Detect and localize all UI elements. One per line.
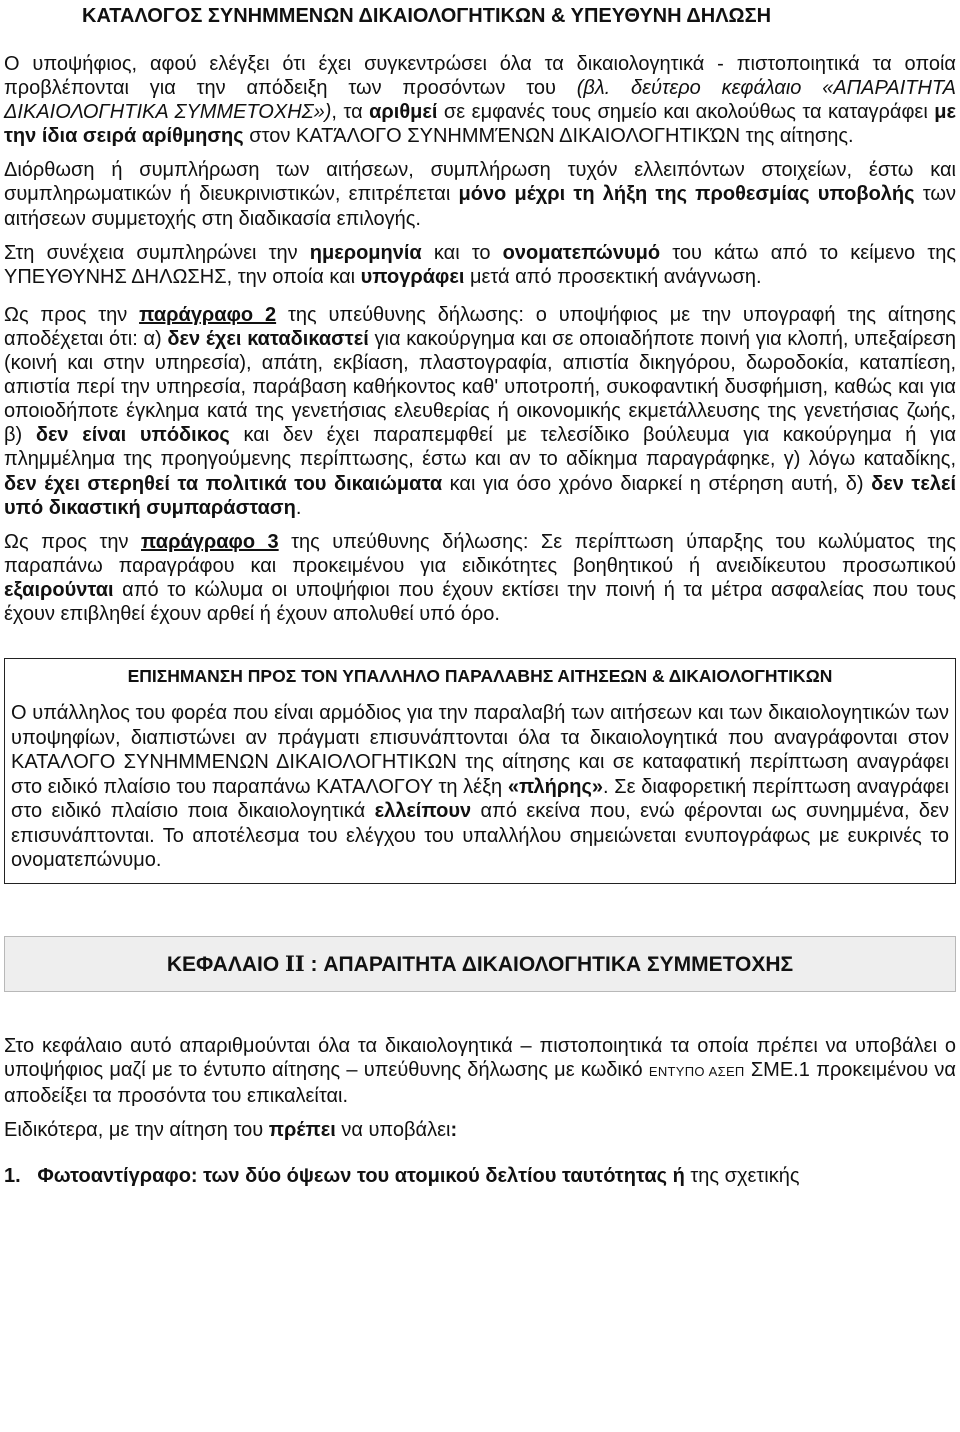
paragraph-signature: Στη συνέχεια συμπληρώνει την ημερομηνία και το ονοματεπώνυμό του κάτω από το κείμενο της ΥΠΕΥΘΥΝΗΣ ΔΗΛΩΣΗΣ, την οποία και υπογράφει μετά από προσεκτική ανάγνωση. bbox=[4, 241, 956, 288]
chapter-heading: ΚΕΦΑΛΑΙΟ II : ΑΠΑΡΑΙΤΗΤΑ ΔΙΚΑΙΟΛΟΓΗΤΙΚΑ ΣΥΜΜΕΤΟΧΗΣ bbox=[4, 936, 956, 992]
paragraph-requirements-lead: Ειδικότερα, με την αίτηση του πρέπει να υποβάλει: bbox=[4, 1118, 458, 1141]
notice-body: Ο υπάλληλος του φορέα που είναι αρμόδιος για την παραλαβή των αιτήσεων και των δικαιολογητικών των υποψηφίων, διαπιστώνει αν πράγματι επισυνάπτονται όλα τα δικαιολογητικά που αναγράφονται στον ΚΑΤΑΛΟΓΟ ΣΥΝΗΜΜΕΝΩΝ ΔΙΚΑΙΟΛΟΓΗΤΙΚΩΝ της αίτησης και σε καταφατική περίπτωση αναγράφει στο ειδικό πλαίσιο του παραπάνω ΚΑΤΑΛΟΓΟΥ τη λέξη «πλήρης». Σε διαφορετική περίπτωση αναγράφει στο ειδικό πλαίσιο ποια δικαιολογητικά ελλείπουν από εκείνα που, ενώ φέρονται ως συνημμένα, δεν επισυνάπτονται. Το αποτέλεσμα του ελέγχου του υπαλλήλου σημειώνεται ενυπογράφως με ευκρινές το ονοματεπώνυμο. bbox=[11, 702, 949, 872]
paragraph-section-2: Ως προς την παράγραφο 2 της υπεύθυνης δήλωσης: ο υποψήφιος με την υπογραφή της αίτησης αποδέχεται ότι: α) δεν έχει καταδικαστεί για κακούργημα και σε οποιαδήποτε ποινή για κλοπή, υπεξαίρεση (κοινή και στην υπηρεσία), απάτη, εκβίαση, πλαστογραφία, απιστία δικηγόρου, δωροδοκία, καταπίεση, απιστία περί την υπηρεσία, παράβαση καθήκοντος καθ' υποτροπή, συκοφαντική δυσφήμιση, καθώς και για οποιοδήποτε έγκλημα κατά της γενετήσιας ελευθερίας ή οικονομικής εκμετάλλευσης της γενετήσιας ζωής, β) δεν είναι υπόδικος και δεν έχει παραπεμφθεί με τελεσίδικο βούλευμα για κακούργημα ή για πλημμέλημα της προηγούμενης περίπτωσης, έστω και αν το αδίκημα παραγράφηκε, γ) λόγω καταδίκης, δεν έχει στερηθεί τα πολιτικά του δικαιώματα και για όσο χρόνο διαρκεί η στέρηση αυτή, δ) δεν τελεί υπό δικαστική συμπαράσταση. bbox=[4, 303, 957, 519]
list-item-1: 1. Φωτοαντίγραφο: των δύο όψεων του ατομικού δελτίου ταυτότητας ή της σχετικής bbox=[4, 1164, 800, 1187]
paragraph-corrections: Διόρθωση ή συμπλήρωση των αιτήσεων, συμπλήρωση τυχόν ελλειπόντων στοιχείων, έστω και συμπληρωματικών ή διευκρινιστικών, επιτρέπεται μόνο μέχρι τη λήξη της προθεσμίας υποβολής των αιτήσεων συμμετοχής στη διαδικασία επιλογής. bbox=[4, 159, 956, 230]
list-number: 1. bbox=[4, 1164, 21, 1187]
paragraph-section-3: Ως προς την παράγραφο 3 της υπεύθυνης δήλωσης: Σε περίπτωση ύπαρξης του κωλύματος της παραπάνω παραγράφου και προκειμένου για ειδικότητες βοηθητικού ή ανειδίκευτου προσωπικού εξαιρούνται από το κώλυμα οι υποψήφιοι που έχουν εκτίσει την ποινή ή τα μέτρα ασφαλείας που τους έχουν επιβληθεί έχουν αρθεί ή έχουν απολυθεί υπό όρο. bbox=[4, 530, 956, 625]
document-page bbox=[4, 0, 956, 1188]
notice-title: ΕΠΙΣΗΜΑΝΣΗ ΠΡΟΣ ΤΟΝ ΥΠΑΛΛΗΛΟ ΠΑΡΑΛΑΒΗΣ ΑΙΤΗΣΕΩΝ & ΔΙΚΑΙΟΛΟΓΗΤΙΚΩΝ bbox=[127, 666, 833, 687]
paragraph-chapter-intro: Στο κεφάλαιο αυτό απαριθμούνται όλα τα δικαιολογητικά – πιστοποιητικά τα οποία πρέπει να υποβάλει ο υποψήφιος μαζί με το έντυπο αίτησης – υπεύθυνης δήλωσης με κωδικό ΕΝΤΥΠΟ ΑΣΕΠ ΣΜΕ.1 προκειμένου να αποδείξει τα προσόντα του επικαλείται. bbox=[4, 1034, 956, 1107]
document-title: ΚΑΤΑΛΟΓΟΣ ΣΥΝΗΜΜΕΝΩΝ ΔΙΚΑΙΟΛΟΓΗΤΙΚΩΝ & ΥΠΕΥΘΥΝΗ ΔΗΛΩΣΗ bbox=[82, 5, 772, 27]
paragraph-attachments-list: Ο υποψήφιος, αφού ελέγξει ότι έχει συγκεντρώσει όλα τα δικαιολογητικά - πιστοποιητικά τα οποία προβλέπονται για την απόδειξη των προσόντων του (βλ. δεύτερο κεφάλαιο «ΑΠΑΡΑΙΤΗΤΑ ΔΙΚΑΙΟΛΟΓΗΤΙΚΑ ΣΥΜΜΕΤΟΧΗΣ»), τα αριθμεί σε εμφανές τους σημείο και ακολούθως τα καταγράφει με την ίδια σειρά αρίθμησης στον ΚΑΤΆΛΟΓΟ ΣΥΝΗΜΜΈΝΩΝ ΔΙΚΑΙΟΛΟΓΗΤΙΚΏΝ της αίτησης. bbox=[4, 53, 956, 148]
clerk-notice-box bbox=[4, 658, 956, 884]
